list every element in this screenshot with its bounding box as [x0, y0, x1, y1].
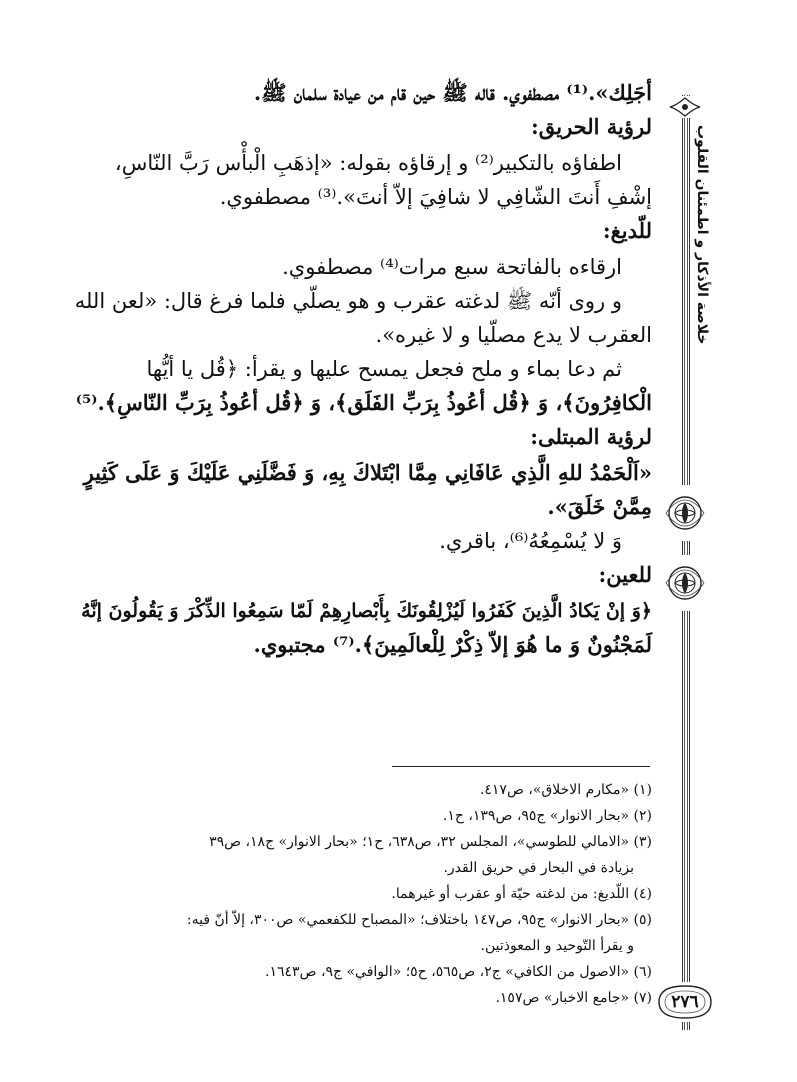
text-line: اطفاؤه بالتكبير⁽²⁾ و إرقاؤه بقوله: «إذهَبِ الْبأْس رَبَّ النّاسِ، — [114, 151, 622, 175]
text-line: مِمَّنْ خَلَقَ». — [547, 494, 652, 519]
floral-ornament-icon — [660, 96, 710, 118]
text-line: ﴿وَ إنْ يَكادُ الَّذِينَ كَفَرُوا لَيُزْلِقُونَكَ بِأَبْصارِهِمْ لَمّا سَمِعُوا الذِّكْرَ وَ يَقُولُونَ إنَّهُ — [81, 600, 652, 622]
main-text — [40, 80, 652, 666]
footnotes — [40, 780, 652, 1014]
text-line: «اَلْحَمْدُ للهِ الَّذِي عَافَانِي مِمَّا ابْتَلاكَ بِهِ، وَ فَضَّلَنِي عَلَيْكَ وَ عَلَى كَثِيرٍ — [83, 460, 652, 485]
footnote: (٣) «الامالي للطوسي»، المجلس ٣٢، ص٦٣٨، ح١؛ «بحار الانوار» ج١٨، ص٣٩ — [209, 834, 652, 850]
floral-ornament-icon — [660, 485, 710, 541]
text-line: ثم دعا بماء و ملح فجعل يمسح عليها و يقرأ: ﴿قُل يا أيُّها — [146, 357, 622, 381]
text-line: الْكافِرُونَ﴾، وَ ﴿قُل أعُوذُ بِرَبِّ الفَلَق﴾، وَ ﴿قُل أعُوذُ بِرَبِّ النّاسِ﴾.⁽⁵⁾ — [75, 390, 652, 415]
footnote: (٤) اللّديغ: من لدغته حيّة أو عقرب أو غيرهما. — [391, 886, 652, 902]
footnote-divider — [392, 766, 650, 767]
text-line: لَمَجْنُونٌ وَ ما هُوَ إلاّ ذِكْرٌ لِلْعالَمِينَ﴾.⁽⁷⁾ مجتبوي. — [253, 632, 652, 657]
text-line: العقرب لا يدع مصلّيا و لا غيره». — [375, 323, 652, 347]
footnote: (٢) «بحار الانوار» ج٩٥، ص١٣٩، ح١. — [442, 808, 652, 824]
text-line — [40, 80, 652, 106]
heading-fire: لرؤية الحريق: — [530, 114, 652, 139]
page-number-frame-icon — [655, 982, 715, 1022]
heading-sting: للّديغ: — [602, 218, 652, 243]
text-line: و روى أنّه ﷺ لدغته عقرب و هو يصلّي فلما فرغ قال: «لعن الله — [74, 289, 622, 313]
footnote: (٦) «الاصول من الكافي» ج٢، ص٥٦٥، ح٥؛ «الوافي» ج٩، ص١٦٤٣. — [265, 964, 652, 980]
footnote: (٧) «جامع الاخبار» ص١٥٧. — [495, 990, 652, 1006]
heading-afflicted: لرؤية المبتلى: — [530, 424, 652, 449]
text-line: ارقاءه بالفاتحة سبع مرات⁽⁴⁾ مصطفوي. — [282, 255, 622, 279]
footnote-continuation: بزيادة في البحار في حريق القدر. — [443, 860, 634, 876]
floral-ornament-icon — [660, 555, 710, 611]
page-number: ٢٧٦ — [671, 992, 699, 1012]
text-line: وَ لا يُسْمِعُهُ⁽⁶⁾، باقري. — [439, 529, 622, 553]
text-line: إشْفِ أَنتَ الشّافِي لا شافِيَ إلاّ أنتَ».⁽³⁾ مصطفوي. — [219, 185, 652, 209]
footnote-continuation: و يقرأ التّوحيد و المعوذتين. — [480, 938, 634, 954]
side-title: خلاصة الأذكار و اطمئنان القلوب — [694, 125, 710, 345]
footnote: (١) «مكارم الاخلاق»، ص٤١٧. — [479, 782, 652, 798]
text-line-1: أجَلِك».⁽¹⁾ مصطفوي. قاله ﷺ حين قام من عيادة سلمان ﷺ. — [253, 80, 652, 105]
footnote: (٥) «بحار الانوار» ج٩٥، ص١٤٧ باختلاف؛ «المصباح للكفعمي» ص٣٠٠، إلاّ أنّ فيه: — [186, 912, 652, 928]
heading-eye: للعين: — [598, 562, 652, 587]
